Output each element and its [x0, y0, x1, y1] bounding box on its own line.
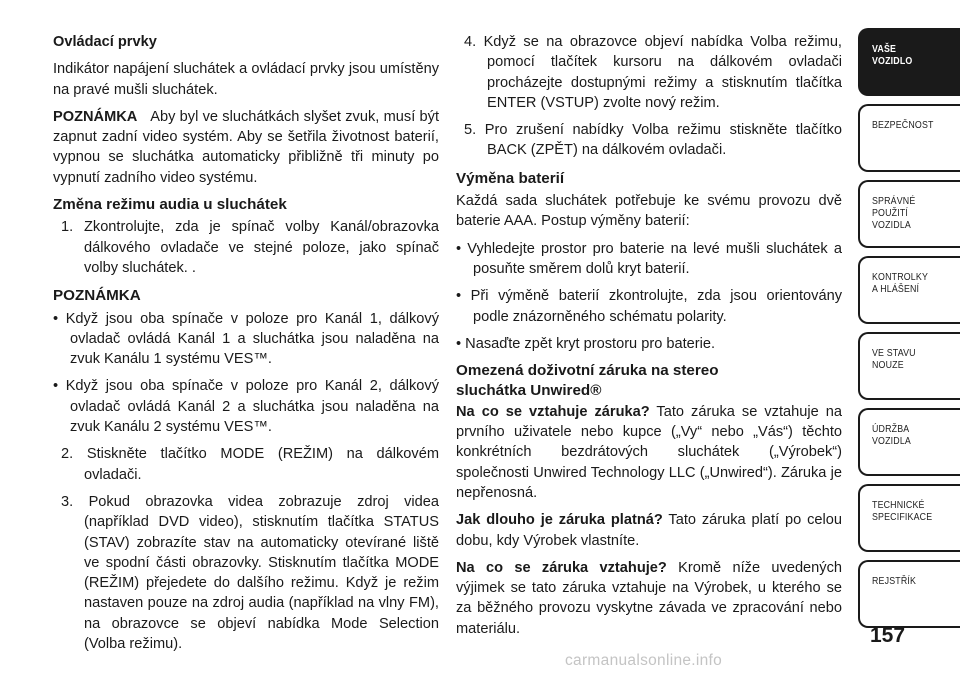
controls-heading: Ovládací prvky: [53, 34, 157, 50]
right-column: [456, 32, 842, 646]
battery-text: Každá sada sluchátek potřebuje ke svému provozu dvě baterie AAA. Postup výměny baterií:: [456, 193, 842, 230]
tab-ve-stavu-nouze[interactable]: [858, 332, 960, 400]
tab-label: KONTROLKY A HLÁŠENÍ: [872, 272, 929, 295]
step-5: 5. Pro zrušení nabídky Volba režimu stiskněte tlačítko BACK (ZPĚT) na dálkovém ovladači.: [464, 122, 842, 159]
tab-label: ÚDRŽBA VOZIDLA: [872, 424, 911, 447]
tab-rejstrik[interactable]: [858, 560, 960, 628]
chapter-tabs: [858, 0, 960, 628]
tab-udrzba[interactable]: [858, 408, 960, 476]
tab-spravne-pouziti[interactable]: [858, 180, 960, 248]
warranty-heading-line-2: sluchátka Unwired®: [456, 382, 602, 400]
tab-label: VAŠE VOZIDLO: [872, 44, 913, 67]
tab-label: BEZPEČNOST: [872, 120, 934, 131]
warranty-a3: Kromě níže uvedených výjimek se tato záruka vztahuje na Výrobek, u kterého se za běžného provozu vyskytne závada ve zpracování nebo materiálu.: [456, 559, 843, 637]
warranty-heading-line-1: Omezená doživotní záruka na stereo: [456, 362, 719, 380]
warranty-q2: [456, 510, 842, 551]
warranty-q3-label: Na co se záruka vztahuje?: [456, 559, 667, 576]
warranty-q1: [456, 402, 842, 503]
battery-bullet-1: • Vyhledejte prostor pro baterie na levé mušli sluchátek a posuňte směrem dolů kryt baterií.: [456, 240, 842, 277]
battery-bullet-2: • Při výměně baterií zkontrolujte, zda jsou orientovány podle znázorněného schématu polarity.: [456, 288, 842, 325]
step-3: 3. Pokud obrazovka videa zobrazuje zdroj videa (například DVD video), stisknutím tlačítka STATUS (STAV) zobrazíte stav na automaticky otevírané liště ve spodní části obrazovky. Stisknutím tlačítka MODE (REŽIM) přejedete do dalšího režimu. Když je režim nastaven pouze na zdroj audia (například na vlny FM), na obrazovce se objeví nabídka Mode Selection (Volba režimu).: [61, 493, 439, 653]
tab-technicke-specifikace[interactable]: [858, 484, 960, 552]
note-1: [53, 107, 439, 188]
tab-label: SPRÁVNÉ POUŽITÍ VOZIDLA: [872, 196, 916, 231]
page-number: 157: [870, 624, 906, 647]
tab-bezpecnost[interactable]: [858, 104, 960, 172]
warranty-q3: [456, 558, 842, 639]
note-2-label: POZNÁMKA: [53, 287, 141, 305]
step-2: 2. Stiskněte tlačítko MODE (REŽIM) na dálkovém ovladači.: [61, 446, 439, 483]
step-4: 4. Když se na obrazovce objeví nabídka Volba režimu, pomocí tlačítek kursoru na dálkovém ovladači procházejte dostupnými režimy a stisknutím tlačítka ENTER (VSTUP) zvolte nový režim.: [464, 34, 842, 111]
step-1: 1. Zkontrolujte, zda je spínač volby Kanál/obrazovka dálkového ovladače ve stejné poloze, jako spínač volby sluchátek. .: [61, 219, 439, 276]
tab-label: TECHNICKÉ SPECIFIKACE: [872, 500, 933, 523]
warranty-q1-label: Na co se vztahuje záruka?: [456, 403, 650, 420]
battery-heading: Výměna baterií: [456, 169, 565, 187]
tab-vase-vozidlo[interactable]: [858, 28, 960, 96]
note-1-text: Aby byl ve sluchátkách slyšet zvuk, musí být zapnut zadní video systém. Aby se šetřila životnost baterií, vypnou se sluchátka automaticky přibližně tři minuty po vypnutí zadního video systému.: [53, 108, 440, 186]
note-1-label: POZNÁMKA: [53, 108, 138, 125]
warranty-a2: Tato záruka platí po celou dobu, kdy Výrobek vlastníte.: [456, 512, 843, 549]
warranty-a1: Tato záruka se vztahuje na prvního uživatele nebo kupce („Vy“ nebo „Vás“) těchto konkrétních bezdrátových sluchátek („Výrobek“) společnosti Unwired Technology LLC („Unwired“). Záruka je nepřenosná.: [456, 403, 842, 501]
bullet-channel-2: • Když jsou oba spínače v poloze pro Kanál 2, dálkový ovladač ovládá Kanál 2 a sluchátka jsou naladěna na zvuk Kanálu 2 systému VES™.: [53, 378, 439, 436]
mode-heading: Změna režimu audia u sluchátek: [53, 196, 287, 214]
watermark: carmanualsonline.info: [565, 652, 723, 669]
battery-bullet-3: • Nasaďte zpět kryt prostoru pro baterie.: [456, 335, 716, 352]
tab-label: REJSTŘÍK: [872, 576, 917, 587]
tab-label: VE STAVU NOUZE: [872, 348, 916, 371]
left-column: [53, 32, 439, 661]
tab-kontrolky[interactable]: [858, 256, 960, 324]
bullet-channel-1: • Když jsou oba spínače v poloze pro Kanál 1, dálkový ovladač ovládá Kanál 1 a sluchátka jsou naladěna na zvuk Kanálu 1 systému VES™.: [53, 310, 439, 368]
warranty-q2-label: Jak dlouho je záruka platná?: [456, 512, 663, 529]
controls-text: Indikátor napájení sluchátek a ovládací prvky jsou umístěny na pravé mušli sluchátek.: [53, 61, 439, 98]
